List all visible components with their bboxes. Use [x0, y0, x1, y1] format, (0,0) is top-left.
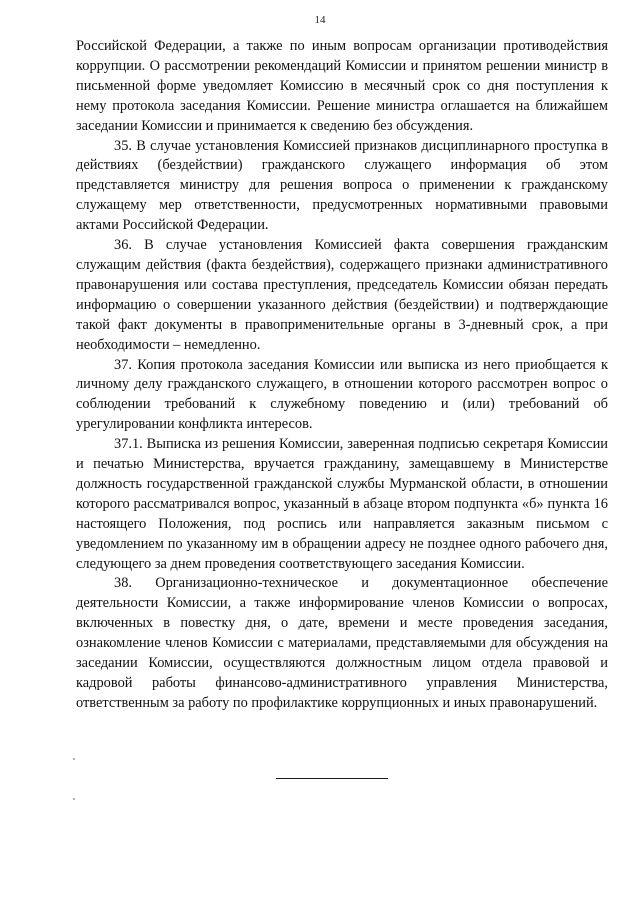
paragraph-number: 37.1.	[114, 436, 143, 453]
paragraph-continuation	[76, 37, 608, 137]
paragraph-number: 36.	[114, 237, 132, 254]
paragraph-number: 37.	[114, 356, 132, 373]
paragraph-37	[76, 356, 608, 436]
paragraph-text: Копия протокола заседания Комиссии или выписка из него приобщается к личному делу гражданского служащего, в отношении которого рассмотрен вопрос о соблюдении требований к служебному поведению и (или) требований об урегулировании конфликта интересов.	[76, 356, 608, 433]
paragraph-text: В случае установления Комиссией признаков дисциплинарного проступка в действиях (бездействии) гражданского служащего информация об этом представляется министру для решения вопроса о применении к гражданскому служащему мер ответственности, предусмотренных нормативными правовыми актами Российской Федерации.	[76, 137, 608, 234]
paragraph-text: В случае установления Комиссией факта совершения гражданским служащим действия (факта бездействия), содержащего признаки административного правонарушения или состава преступления, председатель Комиссии обязан передать информацию о совершении указанного действия (бездействии) и подтверждающие такой факт документы в правоприменительные органы в 3-дневный срок, а при необходимости – немедленно.	[76, 237, 608, 353]
paragraph-35	[76, 137, 608, 237]
paragraph-text: Российской Федерации, а также по иным вопросам организации противодействия коррупции. О рассмотрении рекомендаций Комиссии и принятом решении министр в письменной форме уведомляет Комиссию в месячный срок со дня поступления к нему протокола заседания Комиссии. Решение министра оглашается на ближайшем заседании Комиссии и принимается к сведению без обсуждения.	[76, 38, 608, 134]
scan-speck	[73, 758, 75, 760]
paragraph-36	[76, 236, 608, 355]
paragraph-number: 38.	[114, 575, 132, 592]
paragraph-number: 35.	[114, 137, 132, 154]
end-of-text-rule	[276, 778, 388, 779]
paragraph-38	[76, 574, 608, 713]
document-body	[76, 37, 608, 714]
paragraph-text: Организационно-техническое и документационное обеспечение деятельности Комиссии, а также информирование членов Комиссии о вопросах, включенных в повестку дня, о дате, времени и месте проведения заседания, ознакомление членов Комиссии с материалами, представляемыми для обсуждения на заседании Комиссии, осуществляются должностным лицом отдела правовой и кадровой работы финансово-административного управления Министерства, ответственным за работу по профилактике коррупционных и иных правонарушений.	[76, 575, 608, 711]
scan-speck	[73, 798, 75, 800]
page-number: 14	[314, 14, 326, 26]
paragraph-text: Выписка из решения Комиссии, заверенная подписью секретаря Комиссии и печатью Министерства, вручается гражданину, замещавшему в Министерстве должность государственной гражданской службы Мурманской области, в отношении которого рассматривался вопрос, указанный в абзаце втором подпункта «б» пункта 16 настоящего Положения, под роспись или направляется заказным письмом с уведомлением по указанному им в обращении адресу не позднее одного рабочего дня, следующего за днем проведения соответствующего заседания Комиссии.	[76, 436, 608, 572]
paragraph-37-1	[76, 435, 608, 574]
